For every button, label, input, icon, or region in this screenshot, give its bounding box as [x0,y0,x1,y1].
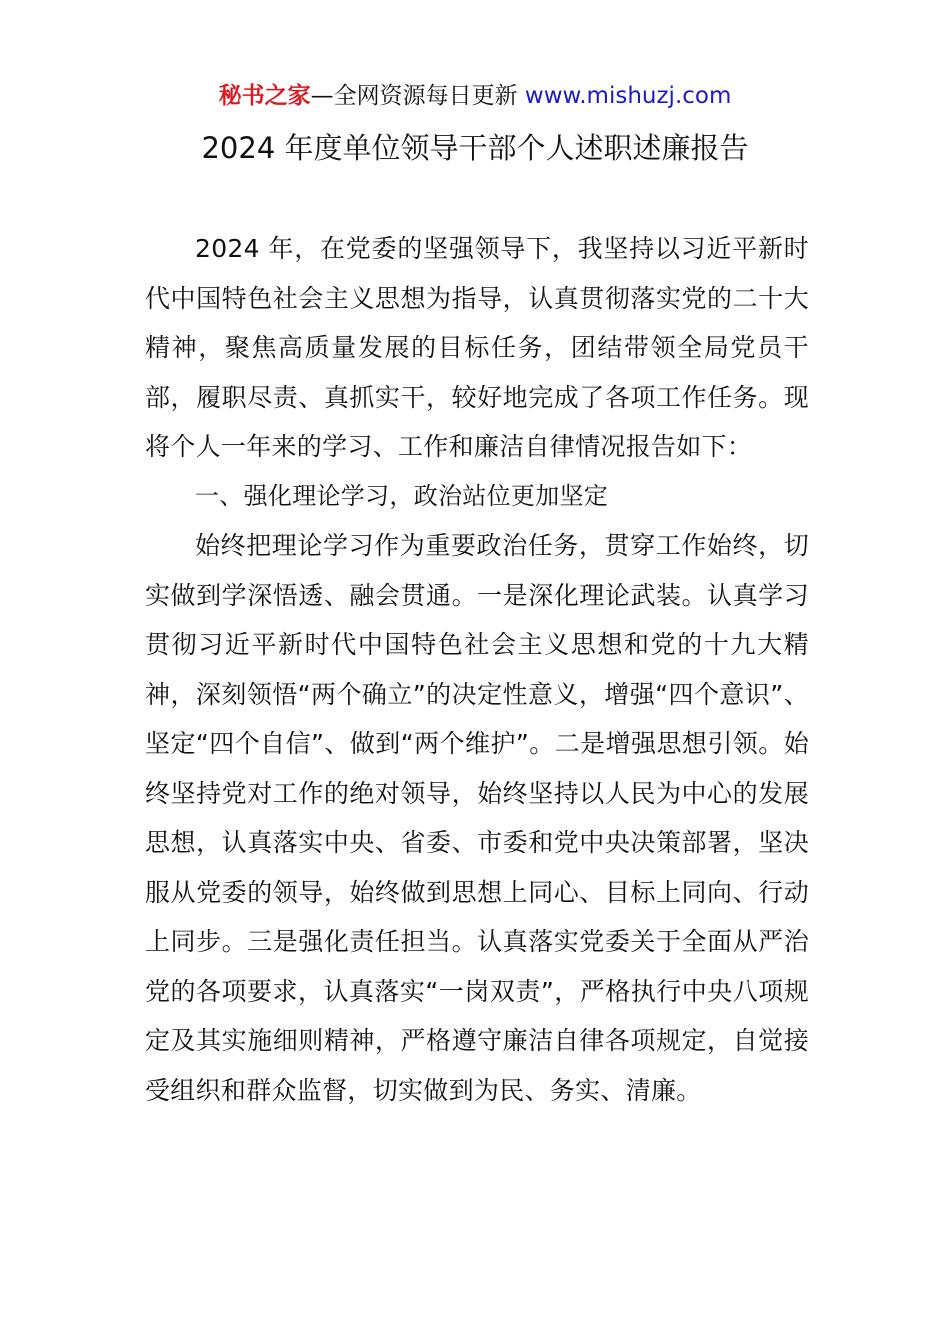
brand-name: 秘书之家 [218,83,311,109]
site-header [0,80,950,112]
section-heading-1: 一、强化理论学习，政治站位更加坚定 [195,481,609,510]
header-tagline: —全网资源每日更新 [310,83,518,109]
document-title: 2024 年度单位领导干部个人述职述廉报告 [201,131,749,165]
intro-paragraph: 2024 年，在党委的坚强领导下，我坚持以习近平新时代中国特色社会主义思想为指导，认真贯彻落实党的二十大精神，聚焦高质量发展的目标任务，团结带领全局党员干部，履职尽责、真抓实干，较好地完成了各项工作任务。现将个人一年来的学习、工作和廉洁自律情况报告如下： [145,234,809,461]
section-body-1: 始终把理论学习作为重要政治任务，贯穿工作始终，切实做到学深悟透、融会贯通。一是深化理论武装。认真学习贯彻习近平新时代中国特色社会主义思想和党的十九大精神，深刻领悟“两个确立”的决定性意义，增强“四个意识”、坚定“四个自信”、做到“两个维护”。二是增强思想引领。始终坚持党对工作的绝对领导，始终坚持以人民为中心的发展思想，认真落实中央、省委、市委和党中央决策部署，坚决服从党委的领导，始终做到思想上同心、目标上同向、行动上同步。三是强化责任担当。认真落实党委关于全面从严治党的各项要求，认真落实“一岗双责”，严格执行中央八项规定及其实施细则精神，严格遵守廉洁自律各项规定，自觉接受组织和群众监督，切实做到为民、务实、清廉。 [145,531,809,1105]
document-body [145,224,809,1115]
site-url[interactable]: www.mishuzj.com [524,83,732,109]
